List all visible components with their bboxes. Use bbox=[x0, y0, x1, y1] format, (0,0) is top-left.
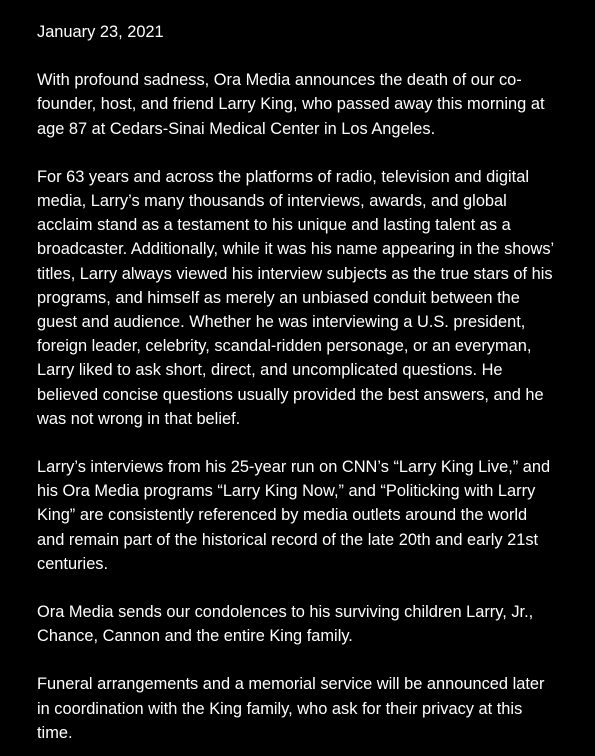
statement-date: January 23, 2021 bbox=[37, 23, 164, 41]
paragraph-announcement: With profound sadness, Ora Media announces the death of our co-founder, host, and friend Larry King, who passed away this morning at age 87 at Cedars-Sinai Medical Center in Los Angeles. bbox=[37, 71, 545, 138]
paragraph-career: For 63 years and across the platforms of radio, television and digital media, Larry’s many thousands of interviews, awards, and global acclaim stand as a testament to his unique and lasting talent as a broadcaster. Additionally, while it was his name appearing in the shows’ titles, Larry always viewed his interview subjects as the true stars of his programs, and himself as merely an unbiased conduit between the guest and audience. Whether he was interviewing a U.S. president, foreign leader, celebrity, scandal-ridden personage, or an everyman, Larry liked to ask short, direct, and uncomplicated questions. He believed concise questions usually provided the best answers, and he was not wrong in that belief. bbox=[37, 167, 554, 428]
paragraph-programs: Larry’s interviews from his 25-year run on CNN’s “Larry King Live,” and his Ora Media programs “Larry King Now,” and “Politicking with Larry King” are consistently referenced by media outlets around the world and remain part of the historical record of the late 20th and early 21st centuries. bbox=[37, 458, 551, 573]
paragraph-funeral: Funeral arrangements and a memorial service will be announced later in coordination with the King family, who ask for their privacy at this time. bbox=[37, 675, 545, 742]
paragraph-condolences: Ora Media sends our condolences to his surviving children Larry, Jr., Chance, Cannon and the entire King family. bbox=[37, 603, 534, 646]
